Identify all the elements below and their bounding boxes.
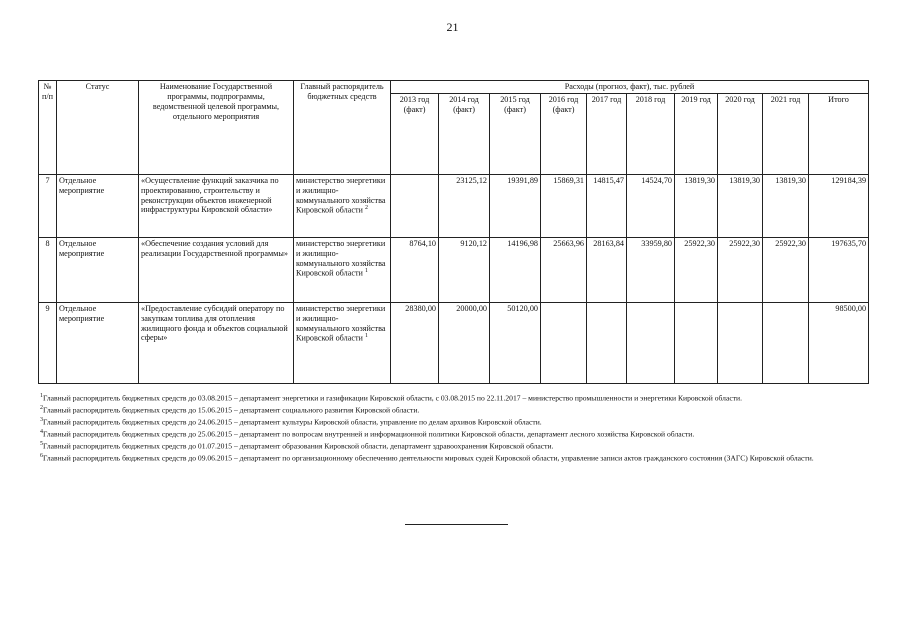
header-year: 2016 год (факт): [541, 93, 587, 174]
value-cell: [763, 302, 809, 383]
value-cell: 8764,10: [391, 237, 439, 302]
footnote-text: Главный распорядитель бюджетных средств до 15.06.2015 – департамент социального развития Кировской области.: [43, 405, 420, 415]
value-cell: [675, 302, 718, 383]
table-row: [39, 237, 869, 302]
value-cell: 13819,30: [763, 174, 809, 237]
footnote-text: Главный распорядитель бюджетных средств до 25.06.2015 – департамент по вопросам внутренней и информационной политики Кировской области, департамент лесного хозяйства Кировской области.: [43, 429, 695, 439]
footnote-mark: 2: [40, 405, 43, 412]
header-status: Статус: [57, 81, 139, 175]
manager-text: министерство энергетики и жилищно-коммунального хозяйства Кировской области: [296, 238, 386, 279]
value-cell: [587, 302, 627, 383]
header-row: [39, 81, 869, 94]
footnote-mark: 4: [40, 429, 43, 436]
value-cell: 25922,30: [675, 237, 718, 302]
value-cell: 15869,31: [541, 174, 587, 237]
header-year: 2019 год: [675, 93, 718, 174]
budget-table: [38, 80, 869, 384]
value-cell: 50120,00: [490, 302, 541, 383]
total-cell: 197635,70: [809, 237, 869, 302]
header-num: № п/п: [39, 81, 57, 175]
header-year: 2020 год: [718, 93, 763, 174]
header-name: Наименование Государственной программы, подпрограммы, ведомственной целевой программы, отдельного мероприятия: [139, 81, 294, 175]
value-cell: [541, 302, 587, 383]
manager-text: министерство энергетики и жилищно-коммунального хозяйства Кировской области: [296, 303, 386, 344]
row-status: Отдельное мероприятие: [57, 237, 139, 302]
footnote-ref: 2: [364, 205, 368, 212]
footnote-ref: 1: [364, 333, 368, 340]
header-year: 2013 год (факт): [391, 93, 439, 174]
total-cell: 98500,00: [809, 302, 869, 383]
page-number: 21: [446, 20, 459, 34]
footnote-text: Главный распорядитель бюджетных средств до 03.08.2015 – департамент энергетики и газификации Кировской области, с 03.08.2015 по 22.11.2017 – министерство промышленности и энергетики Кировской области.: [43, 393, 742, 403]
footnote: [40, 429, 870, 440]
value-cell: 28163,84: [587, 237, 627, 302]
value-cell: 19391,89: [490, 174, 541, 237]
row-name: «Обеспечение создания условий для реализации Государственной программы»: [139, 237, 294, 302]
bottom-divider: [405, 524, 508, 525]
header-year: 2014 год (факт): [439, 93, 490, 174]
value-cell: [391, 174, 439, 237]
footnote: [40, 405, 870, 416]
row-num: 7: [39, 174, 57, 237]
row-status: Отдельное мероприятие: [57, 174, 139, 237]
footnote: [40, 393, 870, 404]
footnote-ref: 1: [364, 268, 368, 275]
value-cell: 14815,47: [587, 174, 627, 237]
table-row: [39, 174, 869, 237]
header-manager: Главный распорядитель бюджетных средств: [294, 81, 391, 175]
footnote: [40, 453, 870, 464]
footnote-text: Главный распорядитель бюджетных средств до 09.06.2015 – департамент по организационному обеспечению деятельности мировых судей Кировской области, управление записи актов гражданского состояния (ЗАГС) Кировской области.: [43, 453, 814, 463]
value-cell: 9120,12: [439, 237, 490, 302]
footnote-text: Главный распорядитель бюджетных средств до 01.07.2015 – департамент образования Кировской области, департамент здравоохранения Кировской области.: [43, 441, 554, 451]
header-year: 2015 год (факт): [490, 93, 541, 174]
footnote-text: Главный распорядитель бюджетных средств до 24.06.2015 – департамент культуры Кировской области, управление по делам архивов Кировской области.: [43, 417, 542, 427]
value-cell: 14524,70: [627, 174, 675, 237]
header-year: 2021 год: [763, 93, 809, 174]
footnote-mark: 3: [40, 417, 43, 424]
row-name: «Предоставление субсидий оператору по закупкам топлива для отопления жилищного фонда и объектов социальной сферы»: [139, 302, 294, 383]
value-cell: 25922,30: [718, 237, 763, 302]
row-manager: [294, 302, 391, 383]
value-cell: 23125,12: [439, 174, 490, 237]
value-cell: 28380,00: [391, 302, 439, 383]
footnote-mark: 6: [40, 453, 43, 460]
value-cell: 13819,30: [675, 174, 718, 237]
footnote: [40, 441, 870, 452]
header-total: Итого: [809, 93, 869, 174]
value-cell: [718, 302, 763, 383]
footnote: [40, 417, 870, 428]
value-cell: 13819,30: [718, 174, 763, 237]
header-expenses: Расходы (прогноз, факт), тыс. рублей: [391, 81, 869, 94]
row-num: 8: [39, 237, 57, 302]
footnote-mark: 1: [40, 393, 43, 399]
row-manager: [294, 237, 391, 302]
header-year: 2018 год: [627, 93, 675, 174]
footnotes: [40, 393, 870, 465]
row-status: Отдельное мероприятие: [57, 302, 139, 383]
row-name: «Осуществление функций заказчика по проектированию, строительству и реконструкции объектов инженерной инфраструктуры Кировской области»: [139, 174, 294, 237]
header-year: 2017 год: [587, 93, 627, 174]
value-cell: [627, 302, 675, 383]
value-cell: 33959,80: [627, 237, 675, 302]
value-cell: 14196,98: [490, 237, 541, 302]
value-cell: 25663,96: [541, 237, 587, 302]
manager-text: министерство энергетики и жилищно-коммунального хозяйства Кировской области: [296, 175, 386, 216]
table-row: [39, 302, 869, 383]
footnote-mark: 5: [40, 441, 43, 448]
value-cell: 25922,30: [763, 237, 809, 302]
total-cell: 129184,39: [809, 174, 869, 237]
row-num: 9: [39, 302, 57, 383]
value-cell: 20000,00: [439, 302, 490, 383]
row-manager: [294, 174, 391, 237]
